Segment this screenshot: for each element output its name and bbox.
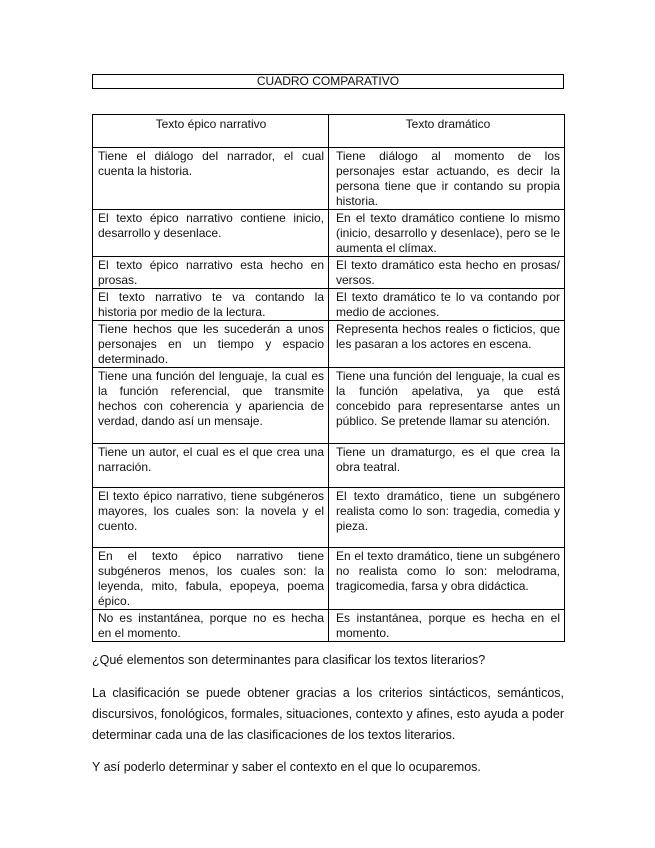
table-title: CUADRO COMPARATIVO [92,74,564,89]
cell-dramatic: Es instantánea, porque es hecha en el momento. [329,610,565,642]
cell-epic: El texto épico narrativo, tiene subgéneros mayores, los cuales son: la novela y el cuento. [93,488,329,548]
table-row [93,610,565,642]
cell-dramatic: Representa hechos reales o ficticios, que les pasaran a los actores en escena. [329,321,565,368]
cell-epic: El texto épico narrativo contiene inicio, desarrollo y desenlace. [93,210,329,257]
cell-epic: Tiene una función del lenguaje, la cual es la función referencial, que transmite hechos con coherencia y apariencia de verdad, dando así un mensaje. [93,368,329,444]
cell-epic: En el texto épico narrativo tiene subgéneros menos, los cuales son: la leyenda, mito, fabula, epopeya, poema épico. [93,548,329,610]
cell-dramatic: El texto dramático, tiene un subgénero realista como lo son: tragedia, comedia y pieza. [329,488,565,548]
cell-epic: No es instantánea, porque no es hecha en el momento. [93,610,329,642]
cell-dramatic: Tiene diálogo al momento de los personajes estar actuando, es decir la persona tiene que ir contando su propia historia. [329,148,565,210]
cell-epic: El texto narrativo te va contando la historia por medio de la lectura. [93,289,329,321]
header-epic: Texto épico narrativo [93,115,329,148]
table-row [93,210,565,257]
cell-dramatic: El texto dramático esta hecho en prosas/ versos. [329,257,565,289]
table-row [93,321,565,368]
table-row [93,444,565,488]
answer-paragraph: La clasificación se puede obtener gracias a los criterios sintácticos, semánticos, discursivos, fonológicos, formales, situaciones, contexto y afines, esto ayuda a poder determinar cada una de las clasificaciones de los textos literarios. [92,686,564,742]
cell-dramatic: El texto dramático te lo va contando por medio de acciones. [329,289,565,321]
cell-epic: Tiene el diálogo del narrador, el cual cuenta la historia. [93,148,329,210]
header-dramatic: Texto dramático [329,115,565,148]
table-row [93,548,565,610]
question-text: ¿Qué elementos son determinantes para clasificar los textos literarios? [92,653,486,667]
table-row [93,289,565,321]
cell-epic: Tiene un autor, el cual es el que crea una narración. [93,444,329,488]
cell-dramatic: En el texto dramático contiene lo mismo (inicio, desarrollo y desenlace), pero se le aumenta el clímax. [329,210,565,257]
table-row [93,148,565,210]
comparison-table [92,114,565,642]
table-header-row [93,115,565,148]
cell-dramatic: Tiene un dramaturgo, es el que crea la obra teatral. [329,444,565,488]
table-row [93,257,565,289]
cell-dramatic: En el texto dramático, tiene un subgénero no realista como lo son: melodrama, tragicomedia, farsa y obra didáctica. [329,548,565,610]
table-row [93,368,565,444]
closing-paragraph: Y así poderlo determinar y saber el contexto en el que lo ocuparemos. [92,760,481,774]
table-row [93,488,565,548]
cell-dramatic: Tiene una función del lenguaje, la cual es la función apelativa, ya que está concebido para representarse antes un público. Se pretende llamar su atención. [329,368,565,444]
cell-epic: Tiene hechos que les sucederán a unos personajes en un tiempo y espacio determinado. [93,321,329,368]
cell-epic: El texto épico narrativo esta hecho en prosas. [93,257,329,289]
